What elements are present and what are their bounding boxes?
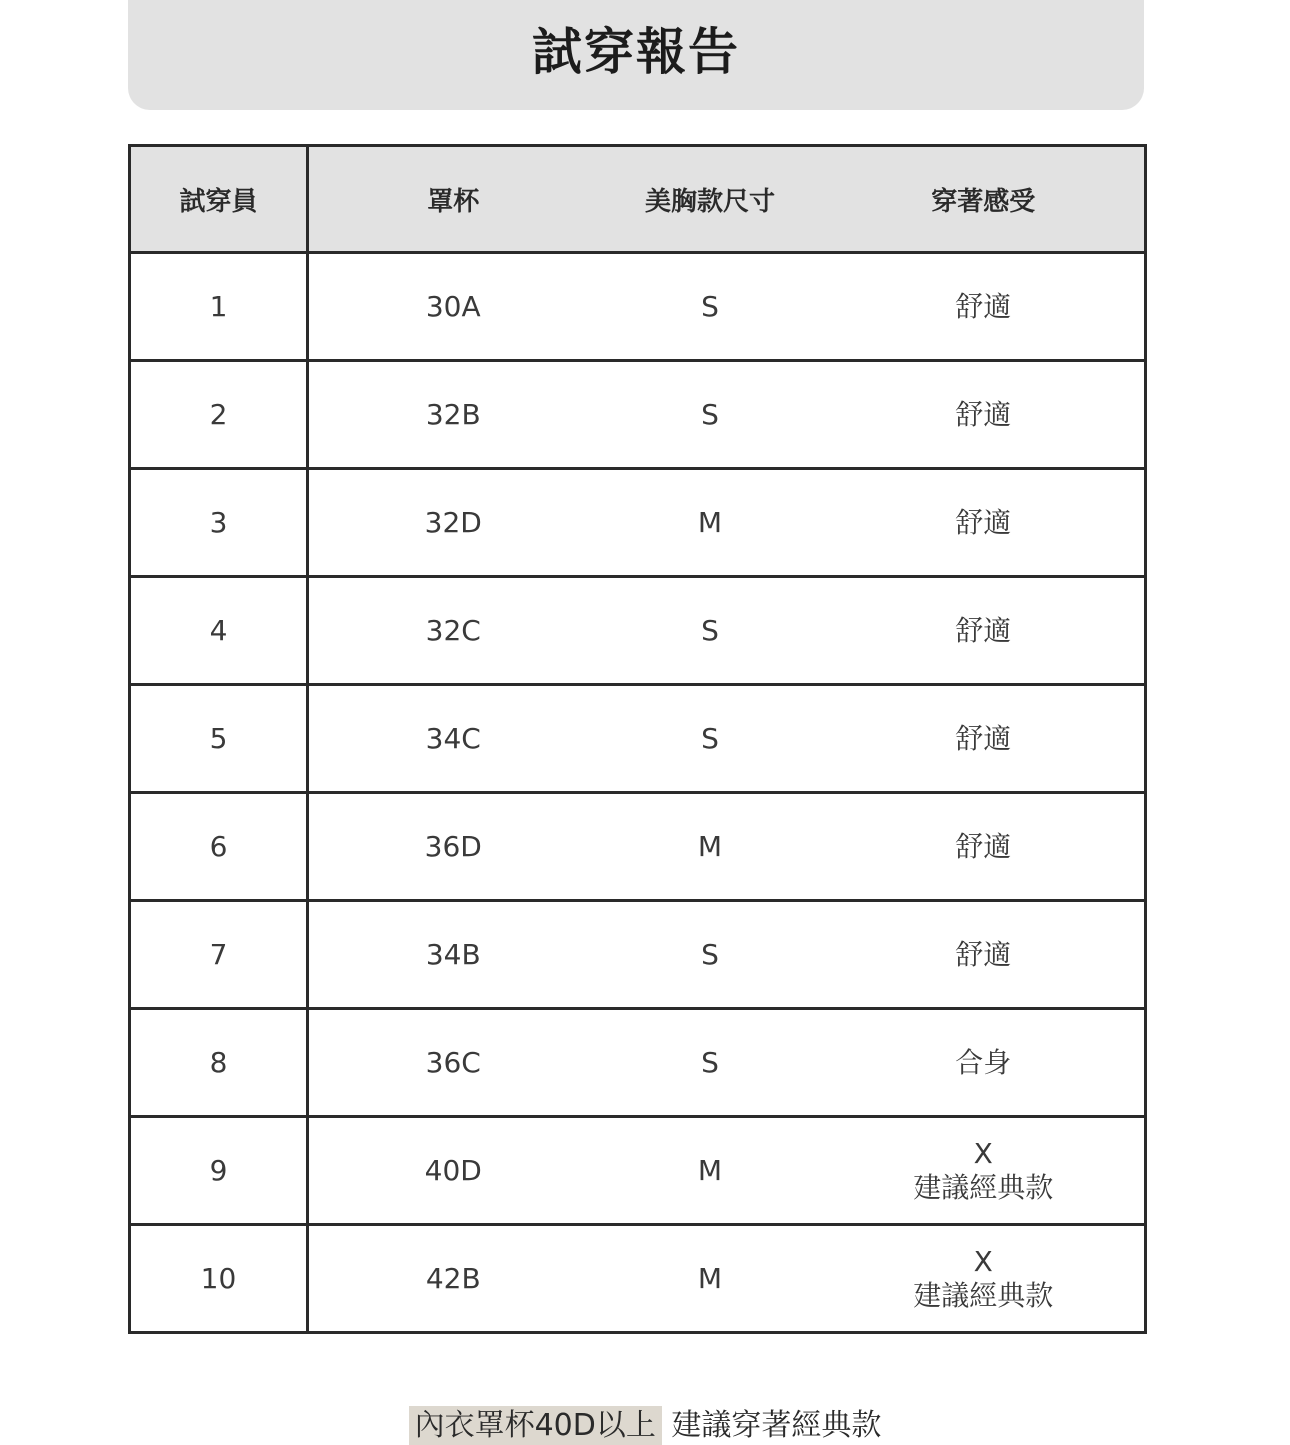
table-row [130, 901, 1146, 1009]
feel-line: 舒適 [955, 613, 1012, 647]
cell-cup: 36C [308, 1009, 598, 1117]
cell-size: S [598, 577, 823, 685]
feel-line: 合身 [955, 1045, 1012, 1079]
cell-cup: 34C [308, 685, 598, 793]
cell-size: S [598, 253, 823, 361]
header-cup: 罩杯 [308, 146, 598, 253]
cell-feel [823, 901, 1146, 1009]
cell-tester: 3 [130, 469, 308, 577]
feel-line: 舒適 [955, 505, 1012, 539]
cell-size: M [598, 1117, 823, 1225]
cell-size: S [598, 901, 823, 1009]
feel-line: 舒適 [955, 937, 1012, 971]
table-row [130, 361, 1146, 469]
feel-line: 舒適 [955, 289, 1012, 323]
cell-size: M [598, 793, 823, 901]
title-banner [128, 0, 1144, 110]
feel-line: X [973, 1244, 993, 1278]
cell-feel [823, 1117, 1146, 1225]
cell-feel [823, 577, 1146, 685]
cell-cup: 32C [308, 577, 598, 685]
table-row [130, 685, 1146, 793]
cell-cup: 30A [308, 253, 598, 361]
cell-cup: 42B [308, 1225, 598, 1333]
cell-tester: 7 [130, 901, 308, 1009]
cell-tester: 5 [130, 685, 308, 793]
cell-size: M [598, 469, 823, 577]
cell-tester: 9 [130, 1117, 308, 1225]
cell-feel [823, 469, 1146, 577]
cell-cup: 32D [308, 469, 598, 577]
feel-line: 舒適 [955, 397, 1012, 431]
cell-feel [823, 685, 1146, 793]
cell-size: S [598, 361, 823, 469]
cell-size: M [598, 1225, 823, 1333]
footer-highlight: 內衣罩杯40D以上 [409, 1406, 662, 1445]
table-row [130, 1117, 1146, 1225]
cell-feel [823, 1009, 1146, 1117]
table-row [130, 1225, 1146, 1333]
feel-line: X [973, 1136, 993, 1170]
cell-feel [823, 253, 1146, 361]
cell-tester: 8 [130, 1009, 308, 1117]
table-row [130, 793, 1146, 901]
header-feel: 穿著感受 [823, 146, 1146, 253]
cell-feel [823, 361, 1146, 469]
cell-feel [823, 793, 1146, 901]
feel-line: 建議經典款 [913, 1278, 1054, 1312]
cell-tester: 1 [130, 253, 308, 361]
cell-tester: 10 [130, 1225, 308, 1333]
table-row [130, 1009, 1146, 1117]
cell-cup: 40D [308, 1117, 598, 1225]
cell-cup: 34B [308, 901, 598, 1009]
cell-tester: 6 [130, 793, 308, 901]
table-header-row [130, 146, 1146, 253]
cell-size: S [598, 1009, 823, 1117]
header-size: 美胸款尺寸 [598, 146, 823, 253]
fitting-report-table [128, 144, 1147, 1334]
feel-line: 建議經典款 [913, 1170, 1054, 1204]
footer-note [0, 1400, 1290, 1444]
page-title: 試穿報告 [532, 23, 740, 81]
cell-tester: 2 [130, 361, 308, 469]
footer-text: 建議穿著經典款 [671, 1408, 882, 1443]
feel-line: 舒適 [955, 829, 1012, 863]
cell-size: S [598, 685, 823, 793]
table-body [130, 253, 1146, 1333]
cell-tester: 4 [130, 577, 308, 685]
header-tester: 試穿員 [130, 146, 308, 253]
feel-line: 舒適 [955, 721, 1012, 755]
cell-cup: 36D [308, 793, 598, 901]
cell-cup: 32B [308, 361, 598, 469]
table-row [130, 253, 1146, 361]
table-row [130, 469, 1146, 577]
table-row [130, 577, 1146, 685]
cell-feel [823, 1225, 1146, 1333]
